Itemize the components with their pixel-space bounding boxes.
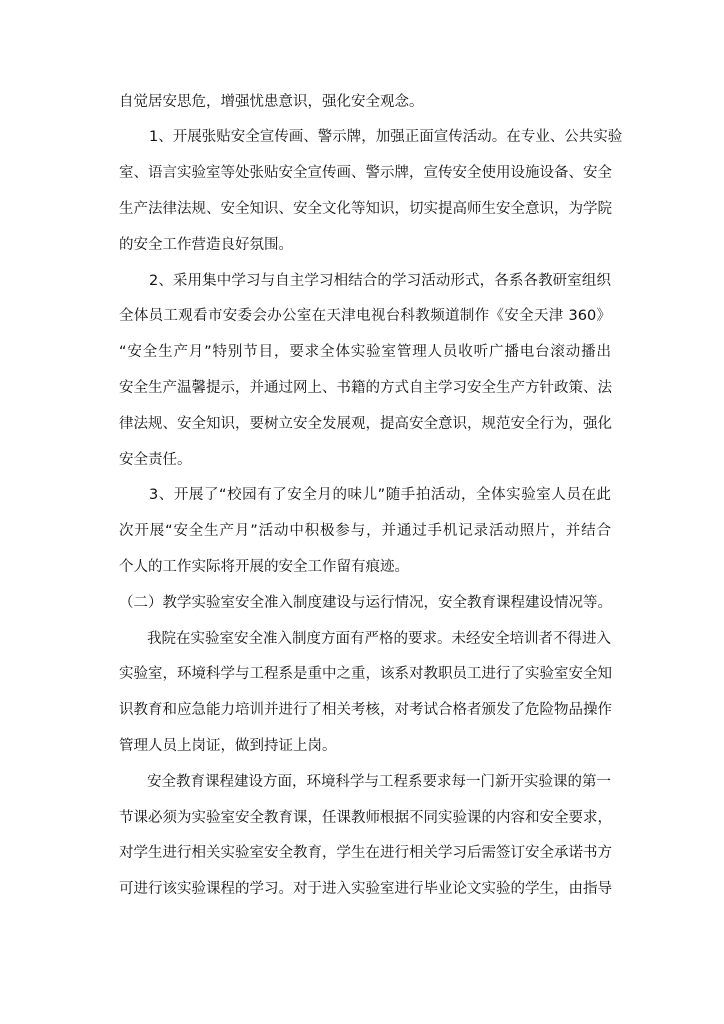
text-line: 安全责任。 <box>119 452 192 468</box>
text-line: 节课必须为实验室安全教育课，任课教师根据不同实验课的内容和安全要求， <box>119 810 612 826</box>
text-line: 识教育和应急能力培训并进行了相关考核，对考试合格者颁发了危险物品操作 <box>119 702 612 718</box>
text-line: “安全生产月”特别节目，要求全体实验室管理人员收听广播电台滚动播出 <box>119 344 611 360</box>
text-line: 管理人员上岗证，做到持证上岗。 <box>119 738 337 754</box>
text-line: 自觉居安思危，增强忧患意识，强化安全观念。 <box>119 94 424 110</box>
text-line: 我院在实验室安全准入制度方面有严格的要求。未经安全培训者不得进入 <box>147 631 611 647</box>
text-line: 安全教育课程建设方面，环境科学与工程系要求每一门新开实验课的第一 <box>147 774 611 790</box>
text-line: 的安全工作营造良好氛围。 <box>119 237 293 253</box>
section-heading: （二）教学实验室安全准入制度建设与运行情况，安全教育课程建设情况等。 <box>119 595 612 611</box>
text-line: 安全生产温馨提示，并通过网上、书籍的方式自主学习安全生产方针政策、法 <box>119 380 612 396</box>
text-line: 生产法律法规、安全知识、安全文化等知识，切实提高师生安全意识，为学院 <box>119 201 612 217</box>
text-line: 律法规、安全知识，要树立安全发展观，提高安全意识，规范安全行为，强化 <box>119 416 612 432</box>
text-line: 实验室，环境科学与工程系是重中之重，该系对教职员工进行了实验室安全知 <box>119 666 612 682</box>
text-line: 1、开展张贴安全宣传画、警示牌，加强正面宣传活动。在专业、公共实验 <box>149 129 623 145</box>
text-line: 个人的工作实际将开展的安全工作留有痕迹。 <box>119 559 409 575</box>
text-line: 可进行该实验课程的学习。对于进入实验室进行毕业论文实验的学生，由指导 <box>119 881 612 897</box>
text-line: 3、开展了“校园有了安全月的味儿”随手拍活动，全体实验室人员在此 <box>149 487 611 503</box>
text-line: 2、采用集中学习与自主学习相结合的学习活动形式，各系各教研室组织 <box>149 273 611 289</box>
text-line: 全体员工观看市安委会办公室在天津电视台科教频道制作《安全天津 360》 <box>119 308 611 324</box>
text-line: 次开展“安全生产月”活动中积极参与，并通过手机记录活动照片，并结合 <box>119 523 611 539</box>
text-line: 室、语言实验室等处张贴安全宣传画、警示牌，宣传安全使用设施设备、安全 <box>119 165 612 181</box>
text-line: 对学生进行相关实验室安全教育，学生在进行相关学习后需签订安全承诺书方 <box>119 845 612 861</box>
